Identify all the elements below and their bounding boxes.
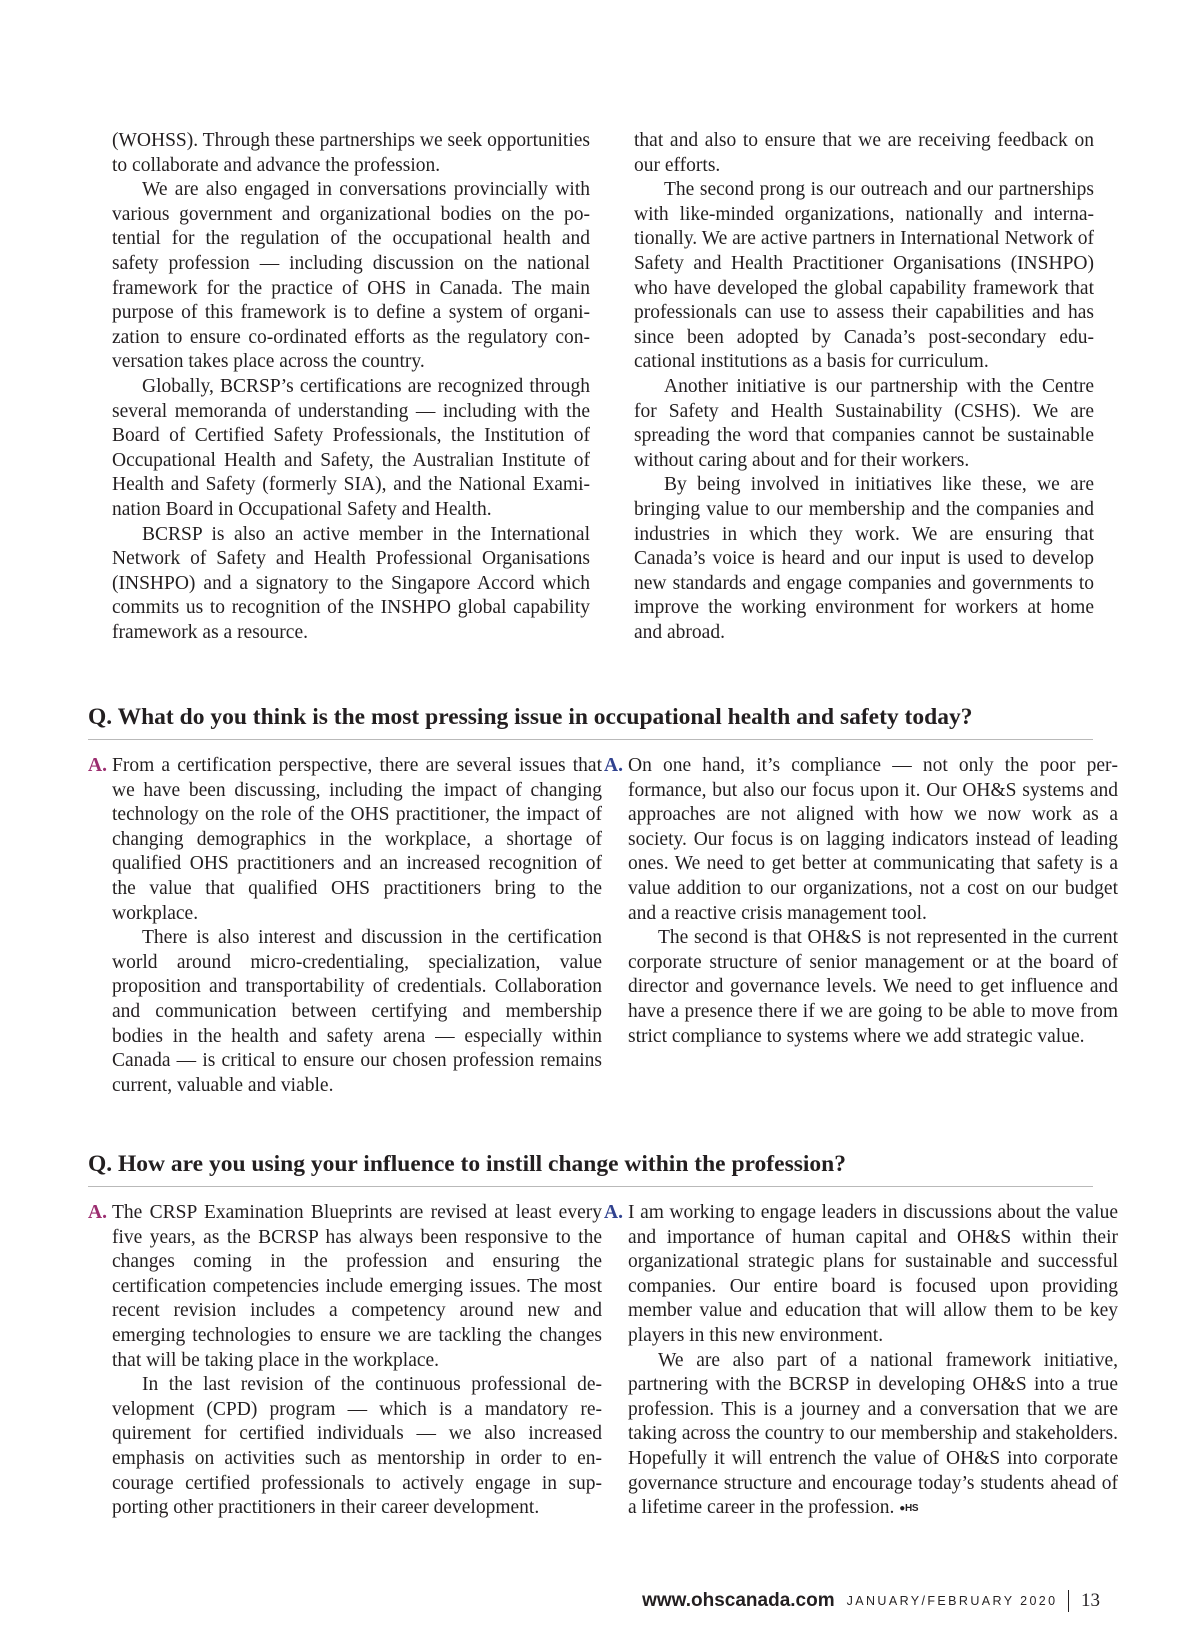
paragraph: The CRSP Examination Blueprints are revised at least every five years, as the BCRSP has always been responsive to the changes coming in the profession and ensuring the certification competencies include emerging issues. The most recent revision includes a competency around new and emerging technologies to ensure we are tackling the changes that will be taking place in the workplace.	[112, 1202, 602, 1371]
paragraph: The second is that OH&S is not represented in the current corporate structure of senior management or at the board of director and governance levels. We need to get influence and have a presence there if we are going to be able to move from strict compliance to systems where we add strategic value.	[628, 927, 1118, 1047]
answer-marker: A.	[604, 755, 623, 776]
answer-column-left	[88, 754, 602, 1098]
paragraph: Another initiative is our partnership with the Centre for Safety and Health Sustainability (CSHS). We are spreading the word that companies cannot be sustainable without caring about and for their workers.	[634, 375, 1094, 471]
paragraph: We are also engaged in conversations provincially with various government and organizational bodies on the potential for the regulation of the occupational health and safety profession — including discussion on the national framework for the practice of OHS in Canada. The main purpose of this framework is to define a system of organization to ensure co-ordinated efforts as the regulatory conversation takes place across the country.	[112, 179, 590, 373]
page-footer	[642, 1586, 1100, 1616]
intro-column-right	[634, 129, 1094, 645]
end-of-article-mark: ●HS	[899, 1503, 919, 1515]
intro-column-left	[112, 129, 590, 645]
answer-column-right	[604, 1201, 1118, 1522]
page-number: 13	[1081, 1590, 1100, 1611]
paragraph: By being involved in initiatives like these, we are bringing value to our membership and the companies and industries in which they work. We are ensuring that Canada’s voice is heard and our input is used to develop new standards and engage companies and governments to improve the working environment for workers at home and abroad.	[634, 474, 1094, 643]
paragraph: I am working to engage leaders in discussions about the value and importance of human capital and OH&S within their organizational strategic plans for sustainable and successful companies. Our entire board is focused upon providing member value and education that will allow them to be key players in this new environment.	[628, 1202, 1118, 1346]
issue-date: JANUARY/FEBRUARY 2020	[846, 1594, 1058, 1608]
paragraph: BCRSP is also an active member in the International Network of Safety and Health Professional Organisations (INSHPO) and a signatory to the Singapore Accord which commits us to recognition of the INSHPO global capability framework as a resource.	[112, 523, 590, 643]
paragraph: (WOHSS). Through these partnerships we seek opportunities to collaborate and advance the profession.	[112, 130, 590, 176]
paragraph: In the last revision of the continuous professional development (CPD) program — which is a mandatory requirement for certified individuals — we also increased emphasis on activities such as mentorship in order to encourage certified professionals to actively engage in supporting other practitioners in their career development.	[112, 1374, 602, 1519]
question-heading: Q. What do you think is the most pressing issue in occupational health and safety today?	[88, 702, 1093, 740]
paragraph: On one hand, it’s compliance — not only the poor performance, but also our focus upon it. Our OH&S systems and approaches are not aligned with how we now work as a society. Our focus is on lagging indicators instead of leading ones. We need to get better at communicating that safety is a value addition to our organizations, not a cost on our budget and a reactive crisis management tool.	[628, 755, 1118, 924]
answer-column-right	[604, 754, 1118, 1049]
paragraph: The second prong is our outreach and our partnerships with like-minded organizations, nationally and internationally. We are active partners in International Network of Safety and Health Practitioner Organisations (INSHPO) who have developed the global capability framework that professionals can use to assess their capabilities and has since been adopted by Canada’s post-secondary educational institutions as a basis for curriculum.	[634, 179, 1094, 373]
question-heading: Q. How are you using your influence to instill change within the profession?	[88, 1149, 1093, 1187]
website-url[interactable]: www.ohscanada.com	[642, 1590, 835, 1611]
answer-marker: A.	[88, 1202, 107, 1223]
paragraph: There is also interest and discussion in the certification world around micro-credentialing, specialization, value proposition and transportability of credentials. Collaboration and communication between certifying and membership bodies in the health and safety arena — especially within Canada — is critical to ensure our chosen profession remains current, valuable and viable.	[112, 927, 602, 1096]
paragraph: Globally, BCRSP’s certifications are recognized through several memoranda of understanding — including with the Board of Certified Safety Professionals, the Institution of Occupational Health and Safety, the Australian Institute of Health and Safety (formerly SIA), and the National Examination Board in Occupational Safety and Health.	[112, 375, 590, 520]
answer-column-left	[88, 1201, 602, 1521]
footer-divider	[1068, 1590, 1070, 1612]
paragraph: From a certification perspective, there are several issues that we have been discussing, including the impact of changing technology on the role of the OHS practitioner, the impact of changing demographics in the workplace, a shortage of qualified OHS practitioners and an increased recognition of the value that qualified OHS practitioners bring to the workplace.	[112, 755, 602, 924]
paragraph	[628, 1349, 1118, 1522]
paragraph-text: We are also part of a national framework initiative, partnering with the BCRSP in developing OH&S into a true profession. This is a journey and a conversation that we are taking across the country to our membership and stakeholders. Hopefully it will entrench the value of OH&S into corporate governance structure and encourage today’s students ahead of a lifetime career in the profession.	[628, 1349, 1118, 1519]
answer-marker: A.	[88, 755, 107, 776]
paragraph: that and also to ensure that we are receiving feedback on our efforts.	[634, 130, 1094, 176]
answer-marker: A.	[604, 1202, 623, 1223]
